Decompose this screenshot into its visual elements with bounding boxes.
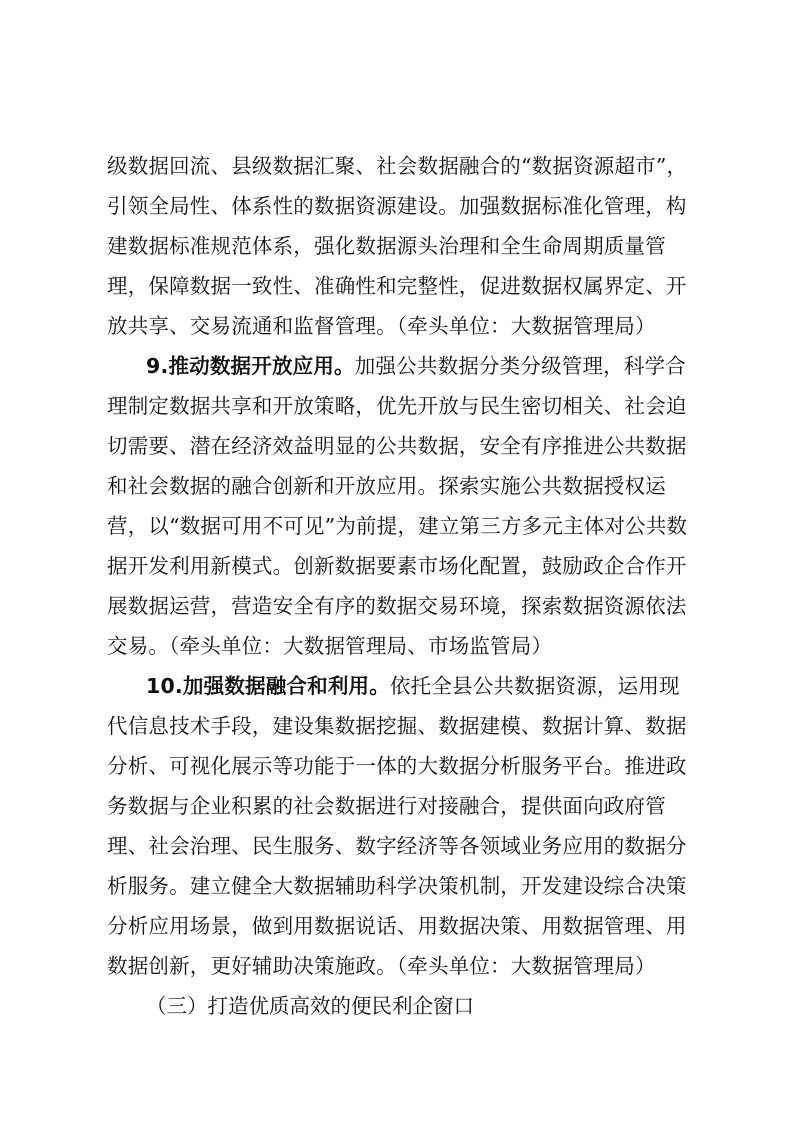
paragraph-first-line bbox=[146, 666, 706, 706]
text-line: 放共享、交易流通和监督管理。（牵头单位：大数据管理局） bbox=[107, 314, 656, 338]
section-title: （三）打造优质高效的便民利企窗口 bbox=[146, 994, 474, 1018]
text-line: 分析、可视化展示等功能于一体的大数据分析服务平台。推进政 bbox=[107, 754, 687, 778]
text-line: 务数据与企业积累的社会数据进行对接融合，提供面向政府管 bbox=[107, 794, 666, 818]
text-line: 数据创新，更好辅助决策施政。（牵头单位：大数据管理局） bbox=[107, 954, 656, 978]
text-line: 级数据回流、县级数据汇聚、社会数据融合的“数据资源超市”， bbox=[107, 154, 688, 178]
text-line: 理制定数据共享和开放策略，优先开放与民生密切相关、社会迫 bbox=[107, 394, 687, 418]
text-line: 建数据标准规范体系，强化数据源头治理和全生命周期质量管 bbox=[107, 234, 666, 258]
text-line: 据开发利用新模式。创新数据要素市场化配置，鼓励政企合作开 bbox=[107, 554, 687, 578]
text-line: 析服务。建立健全大数据辅助科学决策机制，开发建设综合决策 bbox=[107, 874, 687, 898]
text-line: 分析应用场景，做到用数据说话、用数据决策、用数据管理、用 bbox=[107, 914, 687, 938]
text-span: 加强公共数据分类分级管理，科学合 bbox=[354, 354, 686, 378]
text-line: 理、社会治理、民生服务、数字经济等各领域业务应用的数据分 bbox=[107, 834, 687, 858]
text-line: 引领全局性、体系性的数据资源建设。加强数据标准化管理，构 bbox=[107, 194, 687, 218]
text-line: 代信息技术手段，建设集数据挖掘、数据建模、数据计算、数据 bbox=[107, 714, 687, 738]
text-line: 交易。（牵头单位：大数据管理局、市场监管局） bbox=[107, 634, 553, 658]
item-heading: 9.推动数据开放应用。 bbox=[146, 354, 355, 378]
item-heading: 10.加强数据融合和利用。 bbox=[146, 674, 390, 698]
text-line: 展数据运营，营造安全有序的数据交易环境，探索数据资源依法 bbox=[107, 594, 687, 618]
text-line: 营，以“数据可用不可见”为前提，建立第三方多元主体对公共数 bbox=[107, 514, 688, 538]
text-span: 依托全县公共数据资源，运用现 bbox=[389, 674, 680, 698]
paragraph-first-line bbox=[146, 346, 706, 386]
text-line: 切需要、潜在经济效益明显的公共数据，安全有序推进公共数据 bbox=[107, 434, 687, 458]
text-line: 和社会数据的融合创新和开放应用。探索实施公共数据授权运 bbox=[107, 474, 666, 498]
text-line: 理，保障数据一致性、准确性和完整性，促进数据权属界定、开 bbox=[107, 274, 687, 298]
